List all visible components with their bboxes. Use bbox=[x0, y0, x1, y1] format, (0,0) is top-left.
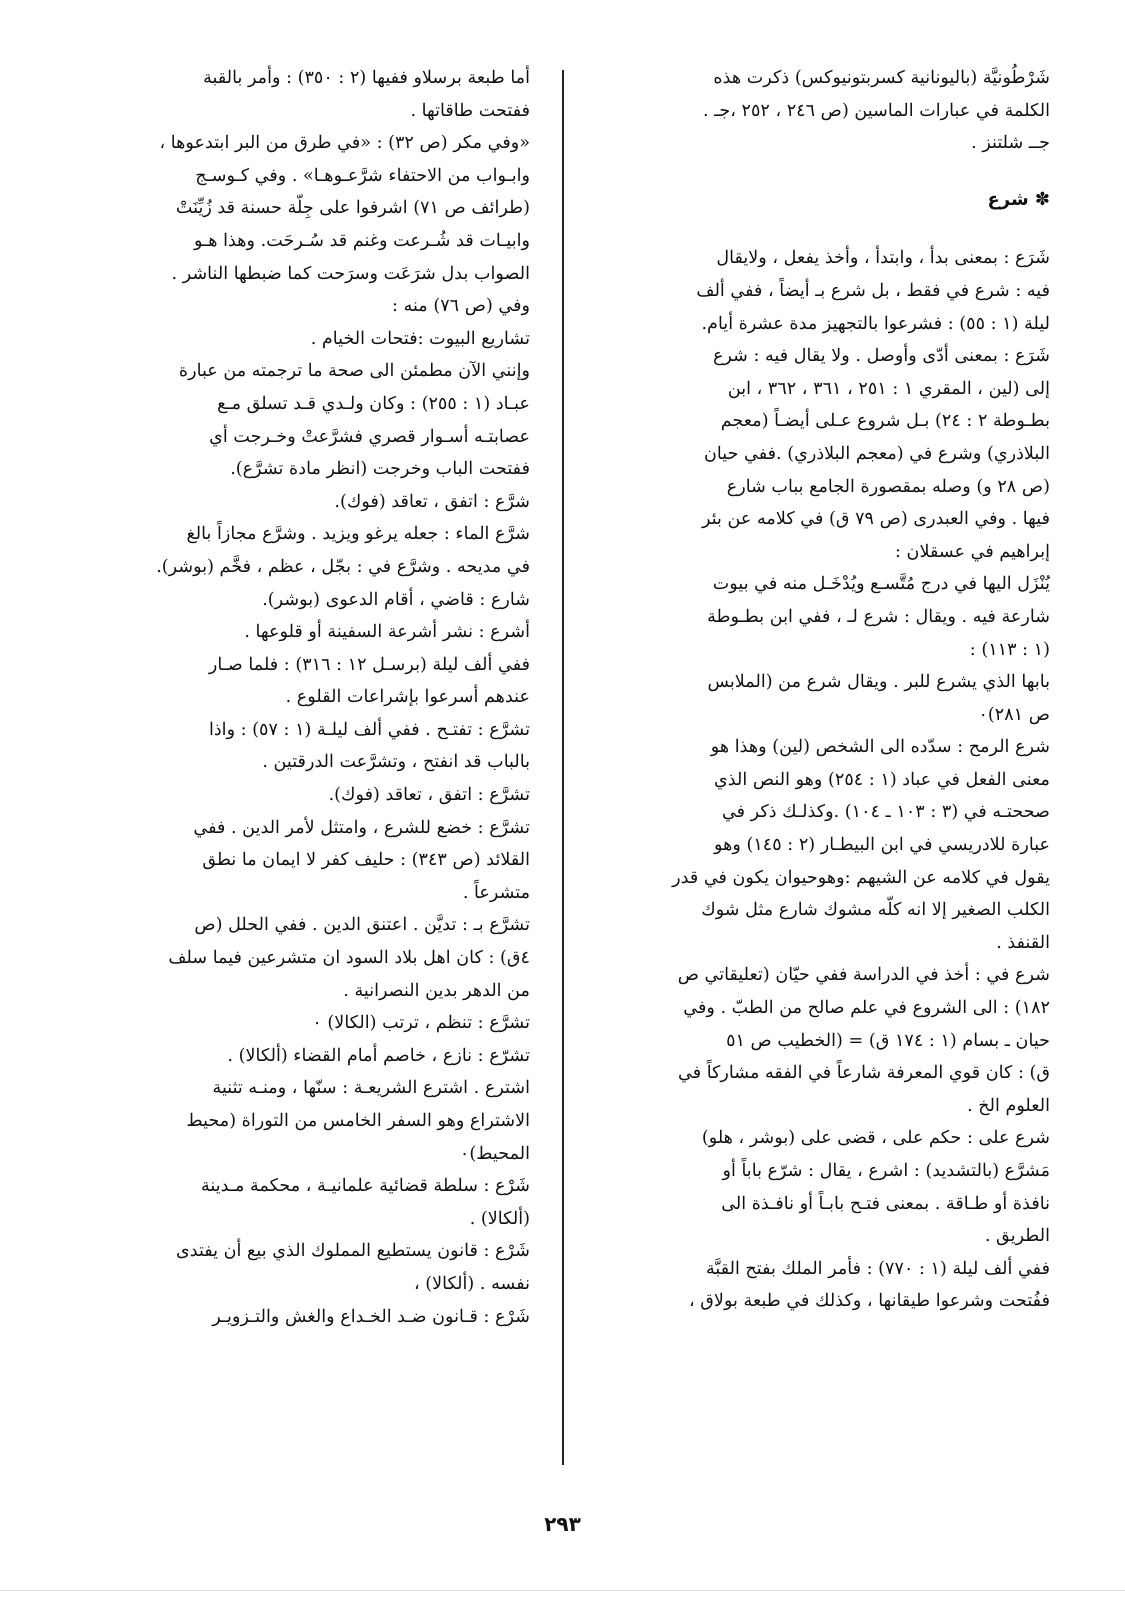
entry-heading: ✽ شرع bbox=[987, 188, 1050, 210]
column-divider bbox=[562, 70, 564, 1465]
left-column bbox=[78, 62, 530, 1333]
left-paragraph: ففي ألف ليلة (برسـل ١٢ : ٣١٦) : فلما صـار عندهم أسرعوا بإشراعات القلوع . bbox=[208, 654, 530, 708]
left-paragraph: تشرَّع : خضع للشرع ، وامتثل لأمر الدين . ففي القلائد (ص ٣٤٣) : حليف كفر لا ايمان ما نطق متشرعاً . bbox=[193, 817, 530, 903]
page-bottom-edge bbox=[0, 1590, 1125, 1591]
left-paragraph: شارع : قاضي ، أقام الدعوى (بوشر). bbox=[262, 589, 530, 610]
left-paragraph: شرَّع الماء : جعله يرغو ويزيد . وشرَّع مجازاً بالغ في مديحه . وشرَّع في : بجّل ، عظم ، فخَّم (بوشر). bbox=[156, 524, 530, 577]
left-paragraph: أما طبعة برسلاو ففيها (٢ : ٣٥٠) : وأمر بالقبة ففتحت طاقاتها . bbox=[203, 68, 530, 121]
right-paragraph: شرع الرمح : سدّده الى الشخص (لين) وهذا هو معنى الفعل في عباد (١ : ٢٥٤) وهو النص الذي صححتـه في (٣ : ١٠٣ ـ ١٠٤) .وكذلـك ذكر في عبارة للادريسي في ابن البيطـار (٢ : ١٤٥) وهو يقول في كلامه عن الشيهم :وهوحيوان يكون في قدر الكلب الصغير إلا انه كلّه مشوك شارع مثل شوك القنفذ . bbox=[672, 737, 1050, 953]
right-paragraph: يُنْزَل اليها في درج مُتَّسـع ويُدْخَـل منه في بيوت شارعة فيه . ويقال : شرع لـ ، ففي ابن بطـوطة (١ : ١١٣) : bbox=[707, 574, 1050, 660]
right-paragraph: شَرَع : بمعنى بدأ ، وابتدأ ، وأخذ يفعل ، ولايقال فيه : شرع في فقط ، بل شرع بـ أيضاً ، ففي ألف ليلة (١ : ٥٥) : فشرعوا بالتجهيز مدة عشرة أيام. bbox=[696, 248, 1050, 334]
right-paragraph: شرع في : أخذ في الدراسة ففي حيّان (تعليقاتي ص ١٨٢) : الى الشروع في علم صالح من الطبّ . وفي حيان ـ بسام (١ : ١٧٤ ق) = (الخطيب ص ٥١ ق) : كان قوي المعرفة شارعاً في الفقه مشاركاً في العلوم الخ . bbox=[677, 965, 1050, 1116]
left-paragraph: اشترع . اشترع الشريعـة : سنّها ، ومنـه تثنية الاشتراع وهو السفر الخامس من التوراة (محيط المحيط)٠ bbox=[186, 1078, 530, 1164]
left-paragraph: وفي (ص ٧٦) منه : bbox=[392, 296, 530, 317]
left-paragraph: شَرْع : قـانون ضـد الخـداع والغش والتـزويـر bbox=[212, 1306, 530, 1327]
page-number: ٢٩٣ bbox=[544, 1512, 581, 1536]
left-paragraph: تشرَّع : تنظم ، ترتب (الكالا) ٠ bbox=[312, 1013, 530, 1034]
left-paragraph: شَرْع : سلطة قضائية علمانيـة ، محكمة مـدينة (ألكالا) . bbox=[201, 1176, 530, 1229]
left-paragraph: شرَّع : اتفق ، تعاقد (فوك). bbox=[334, 491, 530, 512]
left-paragraph: تشرَّع : اتفق ، تعاقد (فوك). bbox=[328, 785, 530, 806]
right-paragraph: مَشرَّع (بالتشديد) : اشرع ، يقال : شرّع باباً أو نافذة أو طـاقة . بمعنى فتـح بابـاً أو نافـذة الى الطريق . bbox=[721, 1161, 1050, 1247]
right-paragraph: ففي ألف ليلة (١ : ٧٧٠) : فأمر الملك بفتح القبَّة ففُتحت وشرعوا طيقانها ، وكذلك في طبعة بولاق ، bbox=[689, 1258, 1050, 1312]
intro-entry: شَرْطُونيَّة (باليونانية كسربتونيوكس) ذكرت هذه الكلمة في عبارات الماسين (ص ٢٤٦ ، ٢٥٢ ،جـ . جــ شلتنز . bbox=[703, 68, 1050, 154]
right-paragraph: بابها الذي يشرع للبر . ويقال شرع من (الملابس ص ٢٨١)٠ bbox=[707, 672, 1050, 725]
right-paragraph: شرع على : حكم على ، قضى على (بوشر ، هلو) bbox=[701, 1128, 1050, 1149]
left-paragraph: تشرّع : نازع ، خاصم أمام القضاء (ألكالا) . bbox=[227, 1045, 530, 1066]
left-paragraph: تشرَّع بـ : تديَّن . اعتنق الدين . ففي الحلل (ص ٤ق) : كان اهل بلاد السود ان متشرعين فيما سلف من الدهر بدين النصرانية . bbox=[168, 915, 530, 1001]
left-paragraph: تشرَّع : تفتـح . ففي ألف ليلـة (١ : ٥٧) : واذا بالباب قد انفتح ، وتشرَّعت الدرقتين . bbox=[208, 719, 530, 773]
left-paragraph: شَرْع : قانون يستطيع المملوك الذي بيع أن يفتدى نفسه . (ألكالا) ، bbox=[175, 1241, 530, 1294]
left-paragraph: تشاريع البيوت :فتحات الخيام . bbox=[310, 328, 530, 349]
left-paragraph: «وفي مكر (ص ٣٢) : «في طرق من البر ابتدعوها ، وابـواب من الاحتفاء شرَّعـوهـا» . وفي كـوسـج (طرائف ص ٧١) اشرفوا على جِلّة حسنة قد زُيِّنَتْ وابيـات قد شُـرعت وغنم قد سُـرحَت. وهذا هـو الصواب بدل شرَعَت وسرَحت كما ضبطها الناشر . bbox=[159, 133, 530, 284]
right-paragraph: شَرَع : بمعنى أدّى وأوصل . ولا يقال فيه : شرع إلى (لين ، المقري ١ : ٢٥١ ، ٣٦١ ، ٣٦٢ ، ابن بطـوطة ٢ : ٢٤) بـل شروع عـلى أيضـاً (معجم البلاذري) وشرع في (معجم البلاذري) .ففي حيان (ص ٢٨ و) وصله بمقصورة الجامع بباب شارع فيها . وفي العبدرى (ص ٧٩ ق) في كلامه عن بئر إبراهيم في عسقلان : bbox=[702, 346, 1050, 562]
right-column bbox=[600, 62, 1050, 1318]
left-paragraph: أشرع : نشر أشرعة السفينة أو قلوعها . bbox=[244, 622, 530, 643]
left-paragraph: وإنني الآن مطمئن الى صحة ما ترجمته من عبارة عبـاد (١ : ٢٥٥) : وكان ولـدي قـد تسلق مـع عصابتـه أسـوار قصري فشرَّعتْ وخـرجت أي ففتحت الباب وخرجت (انظر مادة تشرَّع). bbox=[178, 361, 530, 480]
